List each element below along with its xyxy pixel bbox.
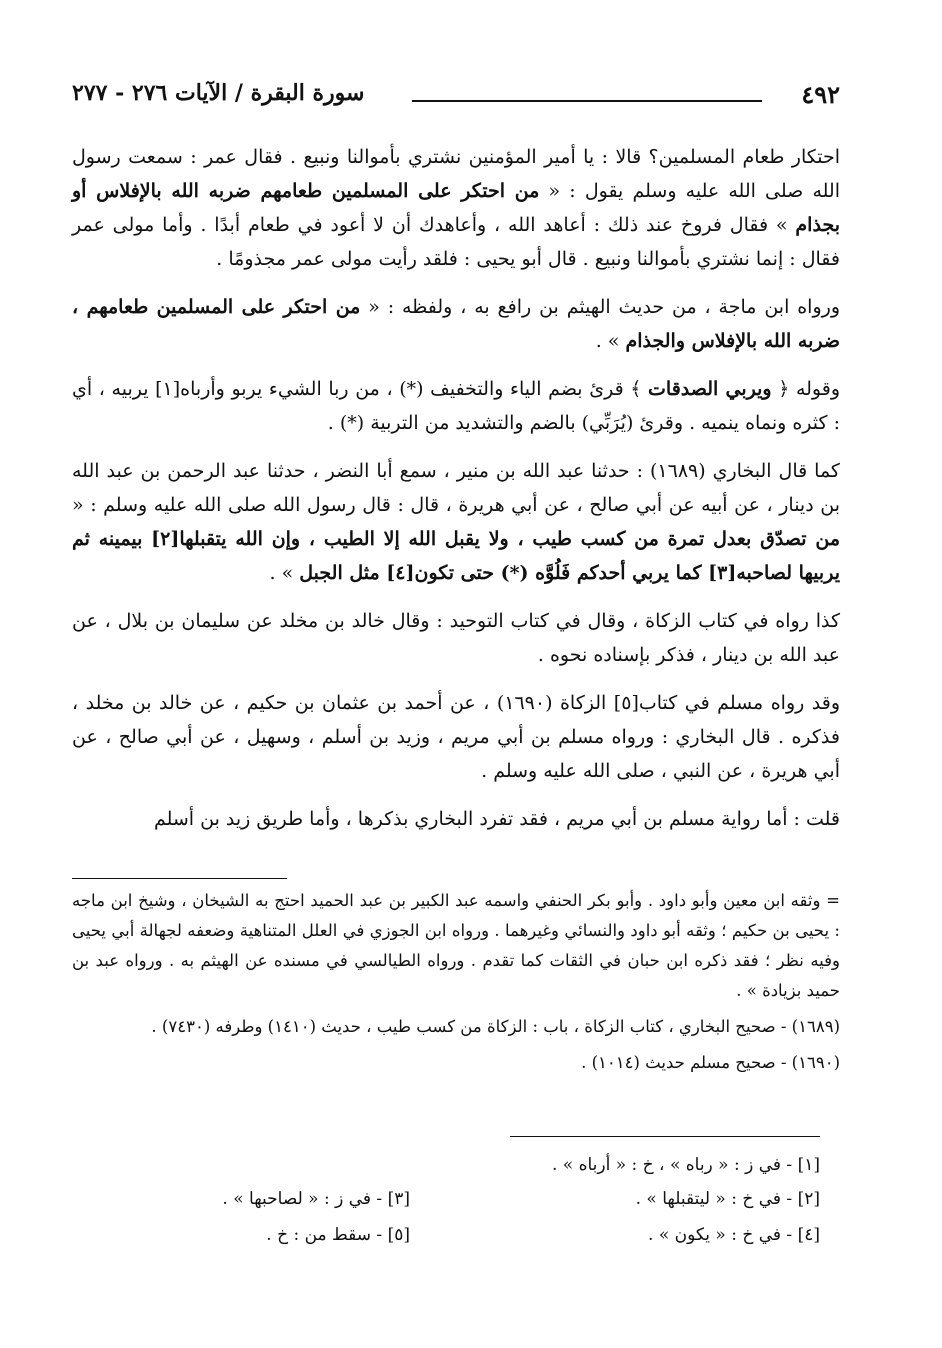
paragraph: كذا رواه في كتاب الزكاة ، وقال في كتاب التوحيد : وقال خالد بن مخلد عن سليمان بن بلال ، عن عبد الله بن دينار ، فذكر بإسناده نحوه . (72, 610, 840, 666)
variant-note: [٥] - سقط من : خ . (266, 1225, 410, 1245)
variant-note: [٣] - في ز : « لصاحبها » . (222, 1189, 410, 1209)
paragraph: ورواه ابن ماجة ، من حديث الهيثم بن رافع به ، ولفظه : « من احتكر على المسلمين طعامهم ، ضربه الله بالإفلاس والجذام » . (72, 296, 840, 352)
header-rule (412, 100, 762, 102)
footnote-divider (72, 878, 287, 879)
paragraph: وقوله ﴿ ويربي الصدقات ﴾ قرئ بضم الياء والتخفيف (*) ، من ربا الشيء يربو وأرباه[١] يربيه ، أي : كثره ونماه ينميه . وقرئ (يُرَبِّي) بالضم والتشديد من التربية (*) . (72, 378, 840, 434)
paragraph: كما قال البخاري (١٦٨٩) : حدثنا عبد الله بن منير ، سمع أبا النضر ، حدثنا عبد الرحمن بن عبد الله بن دينار ، عن أبيه عن أبي صالح ، عن أبي هريرة ، قال : قال رسول الله صلى الله عليه وسلم : « من تصدّق بعدل تمرة من كسب طيب ، ولا يقبل الله إلا الطيب ، وإن الله يتقبلها[٢] بيمينه ثم يربيها لصاحبه[٣] كما يربي أحدكم فَلُوَّه (*) حتى تكون[٤] مثل الجبل » . (72, 460, 841, 584)
page-header (72, 80, 840, 114)
textual-variants (72, 1150, 840, 1260)
variant-note: [٢] - في خ : « ليتقبلها » . (635, 1189, 820, 1209)
footnotes (72, 886, 840, 1084)
page-number: ٤٩٢ (801, 80, 840, 109)
running-title: سورة البقرة / الآيات ٢٧٦ - ٢٧٧ (72, 80, 365, 106)
main-text (72, 140, 840, 850)
paragraph: وقد رواه مسلم في كتاب[٥] الزكاة (١٦٩٠) ، عن أحمد بن عثمان بن حكيم ، عن خالد بن مخلد ، فذكره . قال البخاري : ورواه مسلم بن أبي مريم ، وزيد بن أسلم ، وسهيل ، عن أبي صالح ، عن أبي هريرة ، عن النبي ، صلى الله عليه وسلم . (72, 692, 841, 782)
paragraph: احتكار طعام المسلمين؟ قالا : يا أمير المؤمنين نشتري بأموالنا ونبيع . فقال عمر : سمعت رسول الله صلى الله عليه وسلم يقول : « من احتكر على المسلمين طعامهم ضربه الله بالإفلاس أو بجذام » فقال فروخ عند ذلك : أعاهد الله ، وأعاهدك أن لا أعود في طعام أبدًا . وأما مولى عمر فقال : إنما نشتري بأموالنا ونبيع . قال أبو يحيى : فلقد رأيت مولى عمر مجذومًا . (72, 146, 840, 270)
footnote: (١٦٩٠) - صحيح مسلم حديث (١٠١٤) . (581, 1053, 840, 1072)
footnote: (١٦٨٩) - صحيح البخاري ، كتاب الزكاة ، باب : الزكاة من كسب طيب ، حديث (١٤١٠) وطرفه (٧٤٣٠) . (151, 1017, 840, 1036)
footnote: = وثقه ابن معين وأبو داود . وأبو بكر الحنفي واسمه عبد الكبير بن عبد الحميد احتج به الشيخان ، وشيخ ابن ماجه : يحيى بن حكيم ؛ وثقه أبو داود والنسائي وغيرهما . ورواه ابن الجوزي في العلل المتناهية وضعفه لجهالة أبي يحيى وفيه نظر ؛ فقد ذكره ابن حبان في الثقات كما تقدم . ورواه الطيالسي في مسنده عن الهيثم به . ورواه عبد بن حميد بزيادة » . (72, 891, 840, 1000)
variants-divider (510, 1136, 820, 1137)
paragraph: قلت : أما رواية مسلم بن أبي مريم ، فقد تفرد البخاري بذكرها ، وأما طريق زيد بن أسلم (153, 808, 840, 830)
variant-note: [٤] - في خ : « يكون » . (648, 1225, 820, 1245)
variant-note: [١] - في ز : « رباه » ، خ : « أرباه » . (551, 1155, 820, 1175)
